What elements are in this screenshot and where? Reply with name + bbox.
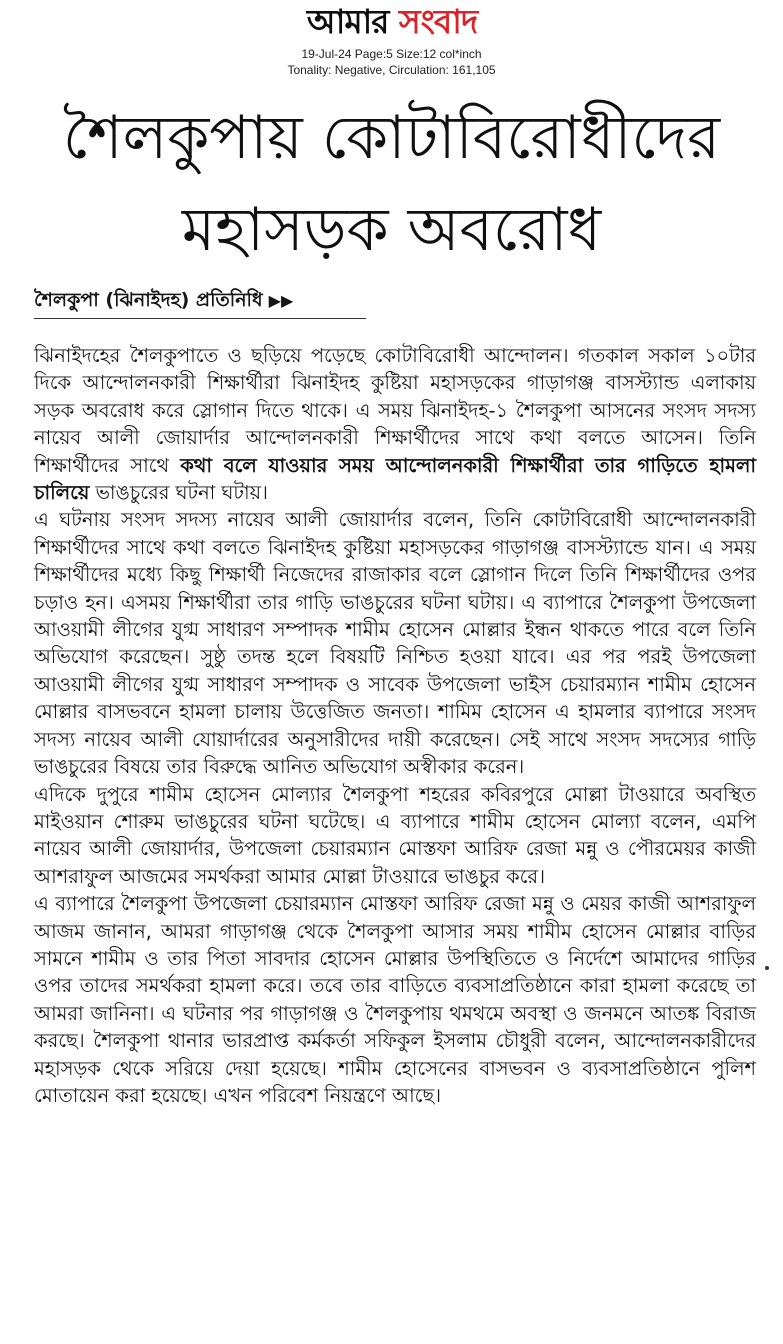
headline-line1: শৈলকুপায় কোটাবিরোধীদের [62, 103, 721, 173]
byline-divider [34, 318, 366, 319]
clipping-meta-line1: 19-Jul-24 Page:5 Size:12 col*inch [301, 47, 482, 61]
byline-text: শৈলকুপা (ঝিনাইদহ) প্রতিনিধি [34, 289, 263, 311]
byline [34, 285, 364, 315]
headline-line2: মহাসড়ক অবরোধ [181, 195, 602, 265]
paragraph-1-part-c: ভাঙচুরের ঘটনা ঘটায়। [95, 481, 268, 505]
paragraph-1-part-b: কথা বলে যাওয়ার সময় আন্দোলনকারী শিক্ষার্থীরা তার গাড়িতে হামলা চালিয়ে [34, 453, 756, 505]
article-paragraph-1 [34, 342, 756, 506]
print-speck [765, 966, 769, 970]
article-paragraph-3: এদিকে দুপুরে শামীম হোসেন মোল্যার শৈলকুপা শহরের কবিরপুরে মোল্লা টাওয়ারে অবস্থিত মাইওয়ান শোরুম ভাঙচুরের ঘটনা ঘটেছে। এ ব্যাপারে শামীম হোসেন মোল্যা বলেন, এমপি নায়েব আলী জোয়ার্দার, উপজেলা চেয়ারম্যান মোস্তফা আরিফ রেজা মন্নু ও পৌরমেয়র কাজী আশরাফুল আজমের সমর্থকরা আমার মোল্লা টাওয়ারে ভাঙচুর করে। [34, 782, 756, 888]
clipping-meta-line2: Tonality: Negative, Circulation: 161,105 [287, 63, 496, 77]
article-body [34, 342, 756, 1109]
paragraph-1-part-a: ঝিনাইদহের শৈলকুপাতে ও ছড়িয়ে পড়েছে কোটাবিরোধী আন্দোলন। গতকাল সকাল ১০টার দিকে আন্দোলনকারী শিক্ষার্থীরা ঝিনাইদহ কুষ্টিয়া মহাসড়কের গাড়াগঞ্জ বাসস্ট্যান্ড এলাকায় সড়ক অবরোধ করে স্লোগান দিতে থাকে। এ সময় ঝিনাইদহ-১ শৈলকুপা আসনের সংসদ সদস্য নায়েব আলী জোয়ার্দার আন্দোলনকারী শিক্ষার্থীদের সাথে কথা বলতে আসেন। তিনি শিক্ষার্থীদের সাথে [34, 344, 756, 477]
newspaper-logo [258, 2, 526, 42]
article-paragraph-2: এ ঘটনায় সংসদ সদস্য নায়েব আলী জোয়ার্দার বলেন, তিনি কোটাবিরোধী আন্দোলনকারী শিক্ষার্থীদের সাথে কথা বলতে ঝিনাইদহ কুষ্টিয়া মহাসড়কের গাড়াগঞ্জ বাসস্ট্যান্ডে যান। এ সময় শিক্ষার্থীদের মধ্যে কিছু শিক্ষার্থী নিজেদের রাজাকার বলে স্লোগান দিলে তিনি শিক্ষার্থীদের ওপর চড়াও হন। এসময় শিক্ষার্থীরা তার গাড়ি ভাঙচুরের ঘটনা ঘটায়। এ ব্যাপারে শৈলকুপা উপজেলা আওয়ামী লীগের যুগ্ম সাধারণ সম্পাদক শামীম হোসেন মোল্লার ইন্ধন থাকতে পারে বলে তিনি অভিযোগ করেছেন। সুষ্ঠু তদন্ত হলে বিষয়টি নিশ্চিত হওয়া যাবে। এর পর পরই উপজেলা আওয়ামী লীগের যুগ্ম সাধারণ সম্পাদক ও সাবেক উপজেলা ভাইস চেয়ারম্যান শামীম হোসেন মোল্লার বাসভবনে হামলা চালায় উত্তেজিত জনতা। শামিম হোসেন এ হামলার ব্যাপারে সংসদ সদস্য নায়েব আলী যোয়ার্দারের অনুসারীদের দায়ী করেছেন। সেই সাথে সংসদ সদস্যের গাড়ি ভাঙচুরের বিষয়ে তার বিরুদ্ধে আনিত অভিযোগ অস্বীকার করেন। [34, 508, 756, 779]
logo-part2: সংবাদ [398, 2, 478, 41]
masthead [0, 0, 783, 80]
logo-part1: আমার [306, 2, 399, 41]
article-paragraph-4: এ ব্যাপারে শৈলকুপা উপজেলা চেয়ারম্যান মোস্তফা আরিফ রেজা মন্নু ও মেয়র কাজী আশরাফুল আজম জানান, আমরা গাড়াগঞ্জ থেকে শৈলকুপা আসার সময় শামীম হোসেন মোল্লার বাড়ির সামনে শামীম ও তার পিতা সাবদার হোসেন মোল্লার উপস্থিতিতে ও নির্দেশে আমাদের গাড়ির ওপর তাদের সমর্থকরা হামলা করে। তবে তার বাড়িতে ব্যবসাপ্রতিষ্ঠানে কারা হামলা করেছে তা আমরা জানিনা। এ ঘটনার পর গাড়াগঞ্জ ও শৈলকুপায় থমথমে অবস্থা ও জনমনে আতঙ্ক বিরাজ করছে। শৈলকুপা থানার ভারপ্রাপ্ত কর্মকর্তা সফিকুল ইসলাম চৌধুরী বলেন, আন্দোলনকারীদের মহাসড়ক থেকে সরিয়ে দেয়া হয়েছে। শামীম হোসেনের বাসভবন ও ব্যবসাপ্রতিষ্ঠানে পুলিশ মোতায়েন করা হয়েছে। এখন পরিবেশ নিয়ন্ত্রণে আছে। [34, 892, 756, 1107]
byline-arrows-icon: ▶▶ [268, 291, 294, 310]
